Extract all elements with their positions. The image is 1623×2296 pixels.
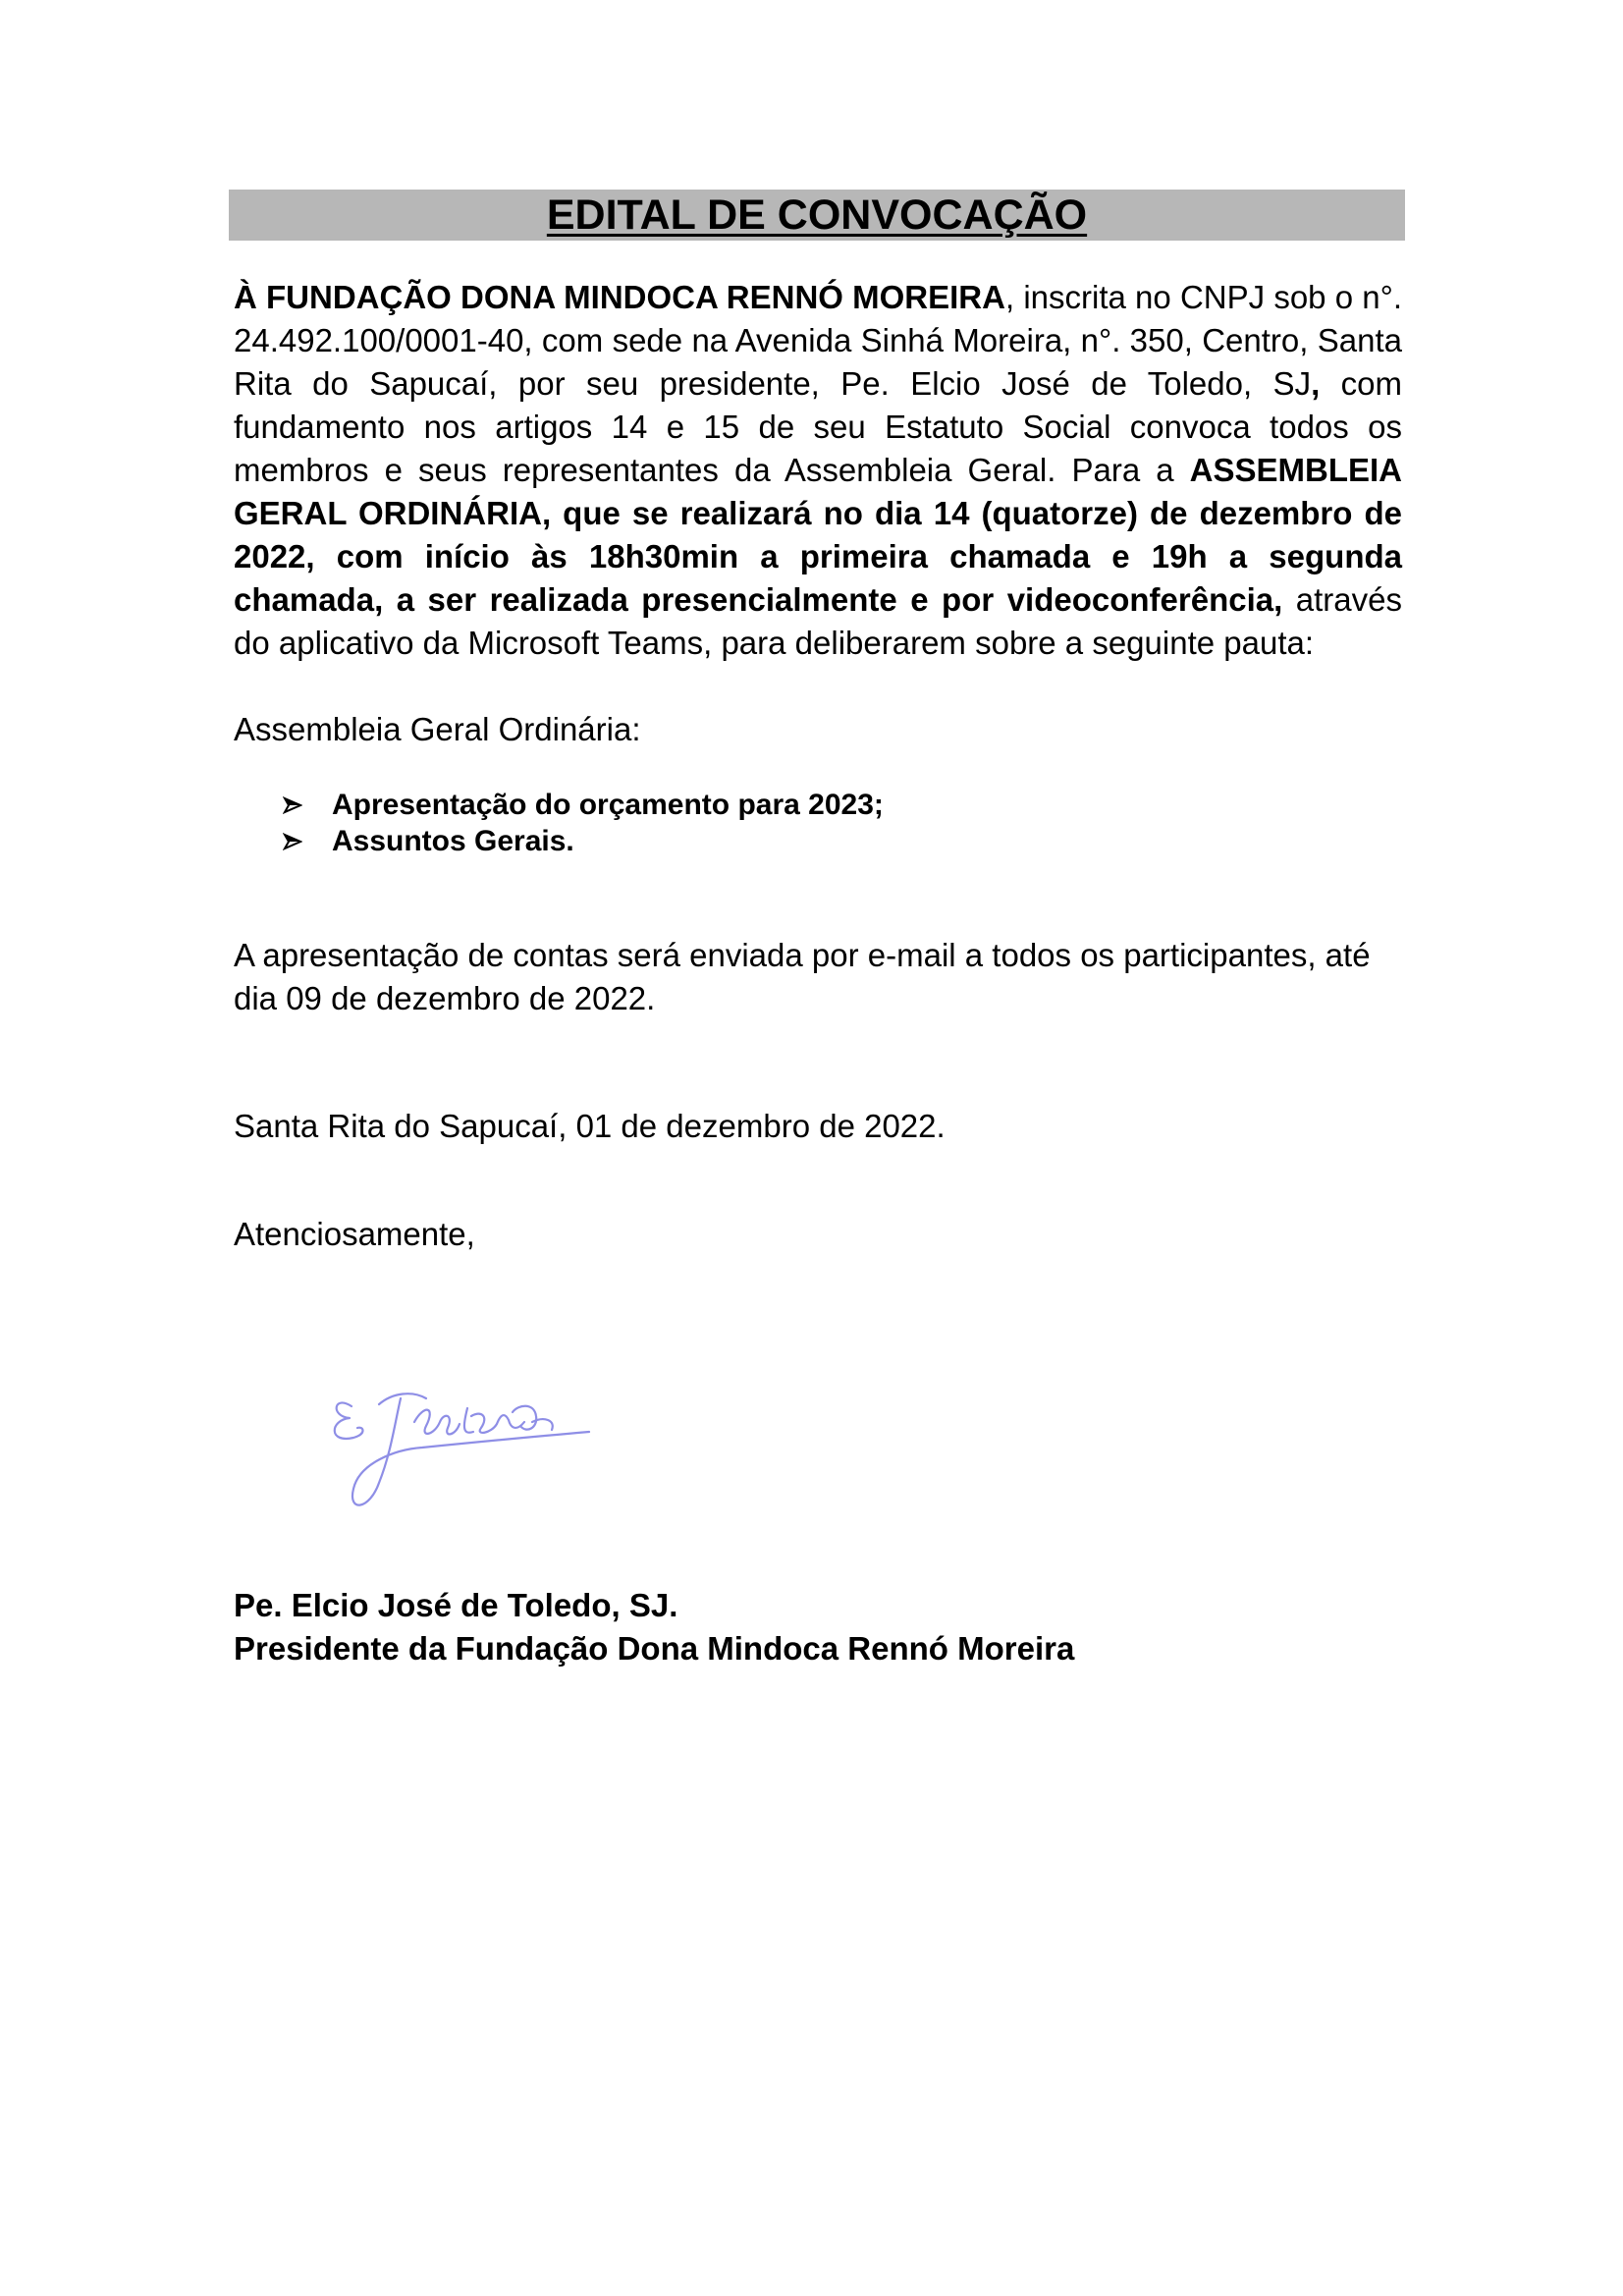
agenda-item-label: Assuntos Gerais. <box>332 825 574 857</box>
intro-comma: , <box>1311 365 1321 402</box>
arrow-icon <box>283 795 302 815</box>
intro-paragraph <box>234 276 1402 665</box>
intro-text-2: com fundamento nos artigos 14 e 15 de seu Estatuto Social convoca todos os membros e seus representantes da Assembleia Geral. Para a <box>234 365 1402 488</box>
signature <box>324 1365 609 1542</box>
signer-role: Presidente da Fundação Dona Mindoca Rennó Moreira <box>234 1630 1075 1667</box>
assembly-details: ASSEMBLEIA GERAL ORDINÁRIA, que se realizará no dia 14 (quatorze) de dezembro de 2022, com início às 18h30min a primeira chamada e 19h a segunda chamada, a ser realizada presencialmente e por videoconferência, <box>234 452 1402 618</box>
organization-name: À FUNDAÇÃO DONA MINDOCA RENNÓ MOREIRA <box>234 279 1005 315</box>
intro-text-3: através do aplicativo da Microsoft Teams, para deliberarem sobre a seguinte pauta: <box>234 581 1402 661</box>
signer-name: Pe. Elcio José de Toledo, SJ. <box>234 1587 678 1623</box>
agenda-list <box>278 787 1162 859</box>
closing-text: Atenciosamente, <box>234 1216 475 1252</box>
accounts-note: A apresentação de contas será enviada por e-mail a todos os participantes, até dia 09 de dezembro de 2022. <box>234 937 1371 1016</box>
signer-block <box>234 1584 1074 1670</box>
agenda-item-label: Apresentação do orçamento para 2023; <box>332 789 884 821</box>
agenda-item <box>278 787 1162 823</box>
arrow-icon <box>283 832 302 851</box>
place-date: Santa Rita do Sapucaí, 01 de dezembro de 2022. <box>234 1108 946 1144</box>
agenda-heading: Assembleia Geral Ordinária: <box>234 711 641 747</box>
agenda-item <box>278 823 1162 859</box>
intro-text-1: , inscrita no CNPJ sob o n°. 24.492.100/0001-40, com sede na Avenida Sinhá Moreira, n°. 350, Centro, Santa Rita do Sapucaí, por seu presidente, Pe. Elcio José de Toledo, SJ <box>234 279 1402 402</box>
page-title: EDITAL DE CONVOCAÇÃO <box>546 191 1088 239</box>
